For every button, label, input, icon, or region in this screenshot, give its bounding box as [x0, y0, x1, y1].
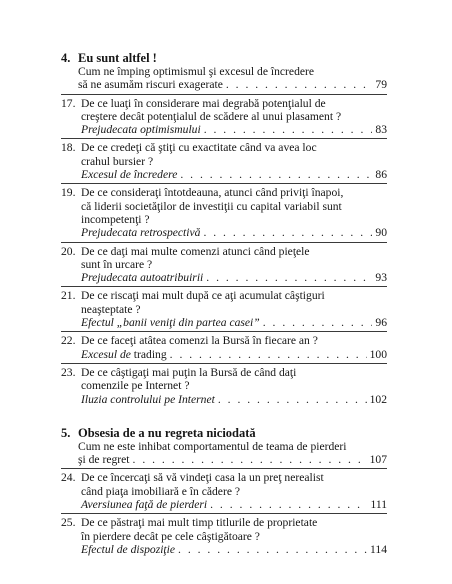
entry-label: Prejudecata retrospectivă: [81, 226, 201, 240]
entry-last-line: [81, 316, 387, 329]
entry-number: 23.: [61, 365, 76, 379]
page-number: 86: [375, 168, 387, 182]
page-number: 79: [375, 78, 387, 92]
toc-entry: [61, 516, 387, 557]
entry-line: incompetenţi ?: [81, 212, 150, 226]
entry-line: Cum ne împing optimismul şi excesul de încredere: [78, 65, 315, 78]
toc-entry: [61, 186, 387, 240]
entry-last-line: [81, 123, 387, 136]
chapter-number: 5.: [61, 425, 71, 440]
dot-leader: [206, 271, 372, 284]
divider: [61, 94, 387, 95]
table-of-contents: [61, 51, 387, 557]
divider: [61, 468, 387, 469]
entry-line: De ce daţi mai multe comenzi atunci când pieţele: [81, 244, 310, 258]
entry-line: De ce încercaţi să vă vindeţi casa la un preţ nerealist: [81, 471, 324, 485]
divider: [61, 286, 387, 287]
divider: [61, 331, 387, 332]
divider: [61, 242, 387, 243]
entry-label: Efectul de dispoziţie: [81, 542, 176, 556]
entry-number: 17.: [61, 96, 76, 110]
page-number: 102: [369, 392, 387, 406]
page-number: 100: [369, 347, 387, 361]
toc-entry: [61, 289, 387, 330]
entry-last-line: [81, 271, 387, 284]
dot-leader: [263, 316, 373, 329]
chapter-4: [61, 51, 387, 407]
entry-label: Prejudecata optimismului: [81, 123, 201, 137]
entry-line: De ce luaţi în considerare mai degrabă potenţialul de: [81, 96, 326, 110]
dot-leader: [218, 393, 367, 406]
entry-last-line: [81, 543, 387, 556]
chapter-title-text: Obsesia de a nu regreta niciodată: [78, 425, 256, 440]
toc-entry: [61, 97, 387, 138]
chapter-intro: [61, 65, 387, 93]
toc-entry: [61, 141, 387, 182]
chapter-5: [61, 426, 387, 557]
entry-line: De ce consideraţi întotdeauna, atunci când priviţi înapoi,: [81, 186, 344, 200]
entry-line: De ce faceţi atâtea comenzi la Bursă în fiecare an ?: [81, 334, 318, 348]
entry-line: De ce riscaţi mai mult după ce aţi acumulat câştiguri: [81, 289, 325, 303]
entry-number: 24.: [61, 471, 76, 485]
dot-leader: [170, 348, 367, 361]
toc-entry: [61, 245, 387, 286]
divider: [61, 138, 387, 139]
entry-line: De ce păstraţi mai mult timp titlurile de proprietate: [81, 516, 318, 530]
entry-line: sunt în urcare ?: [81, 257, 153, 271]
divider: [61, 183, 387, 184]
entry-number: 20.: [61, 244, 76, 258]
chapter-title: [61, 426, 387, 440]
entry-label: [81, 348, 167, 361]
entry-label-part: trading: [133, 347, 167, 361]
divider: [61, 513, 387, 514]
page-number: 96: [375, 316, 387, 330]
entry-line: Cum ne este inhibat comportamentul de teama de pierderi: [78, 439, 347, 453]
page-number: 93: [375, 271, 387, 285]
entry-number: 21.: [61, 289, 76, 303]
dot-leader: [204, 123, 373, 136]
toc-entry: [61, 366, 387, 407]
entry-label: Efectul „banii veniţi din partea casei”: [81, 316, 260, 330]
entry-last-line: [81, 348, 387, 361]
divider: [61, 363, 387, 364]
entry-last-line: [81, 498, 387, 511]
entry-last-line: [81, 393, 387, 406]
entry-line: în pierdere decât pe cele câştigătoare ?: [81, 529, 260, 543]
dot-leader: [178, 543, 367, 556]
entry-number: 18.: [61, 141, 76, 155]
entry-line: De ce credeţi că ştiţi cu exactitate când va avea loc: [81, 141, 317, 155]
entry-last-line: [78, 453, 387, 466]
entry-line: şi de regret: [78, 453, 130, 467]
dot-leader: [133, 453, 367, 466]
entry-line: comenzile pe Internet ?: [81, 379, 190, 393]
chapter-title: [61, 51, 387, 65]
entry-line: să ne asumăm riscuri exagerate: [78, 78, 223, 92]
page-number: 83: [375, 123, 387, 137]
chapter-title-text: Eu sunt altfel !: [78, 51, 157, 65]
entry-number: 22.: [61, 334, 76, 348]
entry-number: 19.: [61, 186, 76, 200]
entry-line: când piaţa imobiliară e în cădere ?: [81, 484, 241, 498]
page-number: 90: [375, 226, 387, 240]
dot-leader: [226, 78, 373, 91]
entry-label-part: Excesul de: [81, 347, 134, 361]
entry-line: că liderii societăţilor de investiţii cu capital variabil sunt: [81, 199, 342, 213]
entry-last-line: [81, 226, 387, 239]
page-number: 111: [370, 498, 387, 512]
entry-last-line: [78, 78, 387, 91]
entry-label: Excesul de încredere: [81, 168, 178, 182]
entry-label: Prejudecata autoatribuirii: [81, 271, 204, 285]
entry-number: 25.: [61, 516, 76, 530]
entry-line: De ce câştigaţi mai puţin la Bursă de când daţi: [81, 365, 297, 379]
toc-entry: [61, 471, 387, 512]
toc-entry: [61, 334, 387, 362]
entry-label: Iluzia controlului pe Internet: [81, 392, 215, 406]
entry-line: crahul bursier ?: [81, 154, 154, 168]
page-number: 114: [370, 542, 387, 556]
dot-leader: [203, 226, 372, 239]
dot-leader: [180, 168, 372, 181]
chapter-intro: [61, 440, 387, 468]
entry-line: creştere decât potenţialul de scădere al unui plasament ?: [81, 109, 342, 123]
page-number: 107: [369, 453, 387, 467]
entry-label: Aversiunea faţă de pierderi: [81, 498, 208, 512]
entry-last-line: [81, 168, 387, 181]
dot-leader: [210, 498, 367, 511]
entry-line: neaşteptate ?: [81, 302, 141, 316]
chapter-number: 4.: [61, 51, 71, 65]
